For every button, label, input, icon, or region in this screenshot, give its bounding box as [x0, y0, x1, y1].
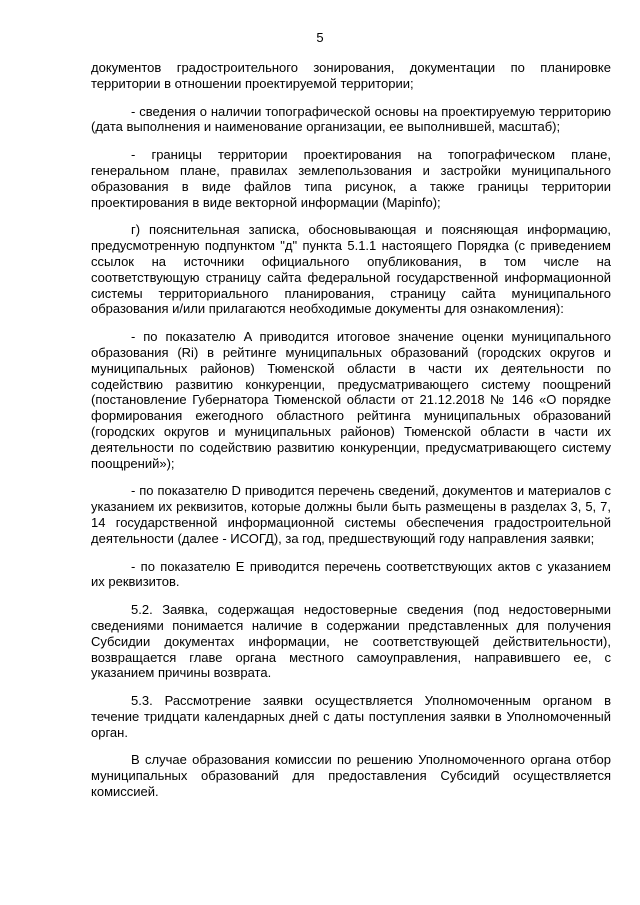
paragraph-continuation: документов градостроительного зонирования, документации по планировке территории в отношении проектируемой территории;	[91, 60, 611, 91]
paragraph-indicator-e: - по показателю E приводится перечень соответствующих актов с указанием их реквизитов.	[91, 558, 611, 590]
paragraph-5-3: 5.3. Рассмотрение заявки осуществляется Уполномоченным органом в течение тридцати календарных дней с даты поступления заявки в Уполномоченный орган.	[91, 693, 611, 740]
paragraph-project-boundaries: - границы территории проектирования на топографическом плане, генеральном плане, правилах землепользования и застройки муниципального образования в виде файлов типа рисунок, а также границы территории проектирования в виде векторной информации (Mapinfo);	[91, 147, 611, 210]
paragraph-5-2: 5.2. Заявка, содержащая недостоверные сведения (под недостоверными сведениями понимается наличие в содержании представленных для получения Субсидии документах информации, не соответствующей действительности), возвращается главе органа местного самоуправления, направившего ее, с указанием причины возврата.	[91, 602, 611, 681]
paragraph-indicator-a: - по показателю A приводится итоговое значение оценки муниципального образования (Ri) в рейтинге муниципальных образований (городских округов и муниципальных районов) Тюменской области в части их деятельности по содействию развитию конкуренции, предусматривающего систему поощрений (постановление Губернатора Тюменской области от 21.12.2018 № 146 «О порядке формирования ежегодного областного рейтинга муниципальных образований (городских округов и муниципальных районов) Тюменской области в части их деятельности по содействию развитию конкуренции, предусматривающего систему поощрений»);	[91, 329, 611, 471]
page-number: 5	[316, 30, 324, 45]
document-body	[91, 60, 611, 812]
paragraph-explanatory-note: г) пояснительная записка, обосновывающая и поясняющая информацию, предусмотренную подпунктом "д" пункта 5.1.1 настоящего Порядка (с приведением ссылок на источники официального опубликования, в том числе на соответствующую страницу сайта федеральной государственной информационной системы территориального планирования, страницу сайта муниципального образования и/или прилагаются необходимые документы для ознакомления):	[91, 222, 611, 317]
paragraph-commission: В случае образования комиссии по решению Уполномоченного органа отбор муниципальных образований для предоставления Субсидий осуществляется комиссией.	[91, 752, 611, 800]
paragraph-topographic-basis: - сведения о наличии топографической основы на проектируемую территорию (дата выполнения и наименование организации, ее выполнившей, масштаб);	[91, 103, 611, 135]
paragraph-indicator-d: - по показателю D приводится перечень сведений, документов и материалов с указанием их реквизитов, которые должны были быть размещены в разделах 3, 5, 7, 14 государственной информационной системы обеспечения градостроительной деятельности (далее - ИСОГД), за год, предшествующий году направления заявки;	[91, 483, 611, 546]
